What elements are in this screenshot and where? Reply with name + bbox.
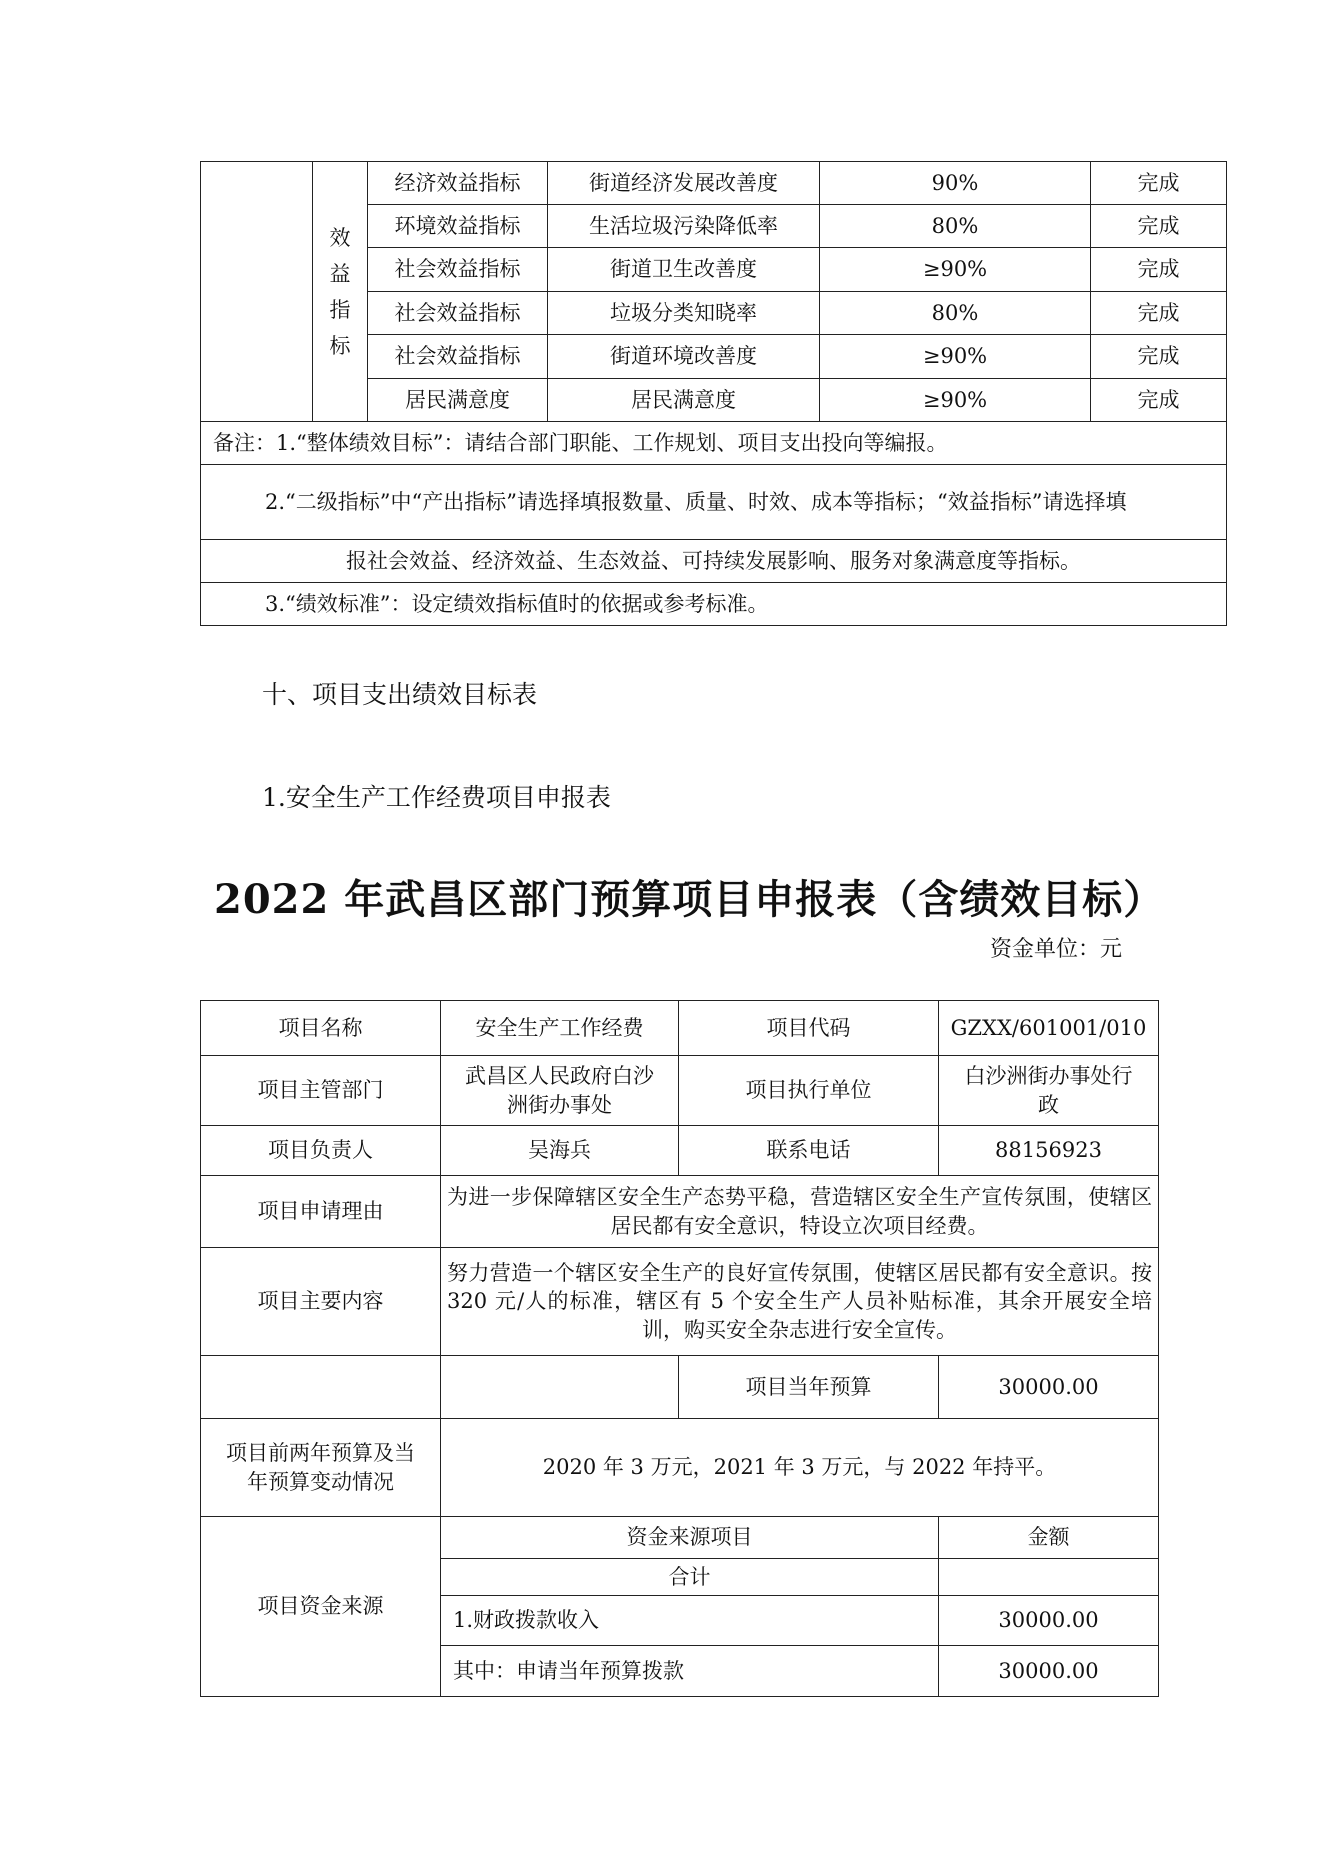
- budget-application-table: [200, 1000, 1159, 1697]
- reason-label: 项目申请理由: [201, 1176, 441, 1248]
- indicator-value: 90%: [820, 162, 1091, 205]
- budget-change-label: 项目前两年预算及当年预算变动情况: [201, 1419, 441, 1517]
- note-4: 3.“绩效标准”：设定绩效指标值时的依据或参考标准。: [201, 583, 1227, 626]
- total-amount: [939, 1559, 1159, 1596]
- project-name: 安全生产工作经费: [441, 1001, 679, 1056]
- table-row: [201, 1419, 1159, 1517]
- table-row: [201, 1001, 1159, 1056]
- blank-cell: [201, 162, 313, 422]
- project-name-label: 项目名称: [201, 1001, 441, 1056]
- form-title: 2022 年武昌区部门预算项目申报表（含绩效目标）: [214, 876, 1165, 923]
- indicator-type: 社会效益指标: [368, 335, 548, 379]
- note-1: 备注：1.“整体绩效目标”：请结合部门职能、工作规划、项目支出投向等编报。: [201, 422, 1227, 465]
- fund-source-amount-header: 金额: [939, 1517, 1159, 1559]
- fund-source-item-header: 资金来源项目: [441, 1517, 939, 1559]
- note-row: [201, 422, 1227, 465]
- finance-income-label: 1.财政拨款收入: [441, 1596, 939, 1646]
- table-row: [201, 1517, 1159, 1559]
- indicator-status: 完成: [1091, 162, 1227, 205]
- indicator-type: 经济效益指标: [368, 162, 548, 205]
- content-label: 项目主要内容: [201, 1248, 441, 1356]
- dept: 武昌区人民政府白沙洲街办事处: [441, 1056, 679, 1126]
- table-row: [201, 1248, 1159, 1356]
- indicator-name: 生活垃圾污染降低率: [548, 205, 820, 248]
- indicator-name: 街道卫生改善度: [548, 248, 820, 292]
- apply-budget-label: 其中：申请当年预算拨款: [441, 1646, 939, 1697]
- finance-income-amount: 30000.00: [939, 1596, 1159, 1646]
- indicator-status: 完成: [1091, 379, 1227, 422]
- budget-amount: 30000.00: [939, 1356, 1159, 1419]
- table-row: [201, 1126, 1159, 1176]
- indicator-type: 社会效益指标: [368, 292, 548, 335]
- phone-label: 联系电话: [679, 1126, 939, 1176]
- blank-cell: [441, 1356, 679, 1419]
- indicator-status: 完成: [1091, 248, 1227, 292]
- leader: 吴海兵: [441, 1126, 679, 1176]
- note-row: [201, 540, 1227, 583]
- indicator-type: 环境效益指标: [368, 205, 548, 248]
- indicator-status: 完成: [1091, 205, 1227, 248]
- currency-unit: 资金单位：元: [990, 937, 1123, 962]
- table-row: [201, 1356, 1159, 1419]
- indicator-type: 社会效益指标: [368, 248, 548, 292]
- indicator-name: 垃圾分类知晓率: [548, 292, 820, 335]
- blank-cell: [201, 1356, 441, 1419]
- content-text: 努力营造一个辖区安全生产的良好宣传氛围，使辖区居民都有安全意识。按 320 元/人的标准，辖区有 5 个安全生产人员补贴标准，其余开展安全培训，购买安全杂志进行安全宣传。: [441, 1248, 1159, 1356]
- indicator-value: ≥90%: [820, 335, 1091, 379]
- reason-text: 为进一步保障辖区安全生产态势平稳，营造辖区安全生产宣传氛围，使辖区居民都有安全意识，特设立次项目经费。: [441, 1176, 1159, 1248]
- indicator-name: 街道经济发展改善度: [548, 162, 820, 205]
- total-label: 合计: [441, 1559, 939, 1596]
- exec-unit: 白沙洲街办事处行政: [939, 1056, 1159, 1126]
- note-2: 2.“二级指标”中“产出指标”请选择填报数量、质量、时效、成本等指标；“效益指标”请选择填: [201, 465, 1227, 540]
- indicator-status: 完成: [1091, 335, 1227, 379]
- section-heading: 十、项目支出绩效目标表: [262, 680, 538, 709]
- apply-budget-amount: 30000.00: [939, 1646, 1159, 1697]
- indicator-name: 街道环境改善度: [548, 335, 820, 379]
- note-row: [201, 583, 1227, 626]
- project-code: GZXX/601001/010: [939, 1001, 1159, 1056]
- note-row: [201, 465, 1227, 540]
- table-row: [201, 1056, 1159, 1126]
- leader-label: 项目负责人: [201, 1126, 441, 1176]
- table-row: [201, 1176, 1159, 1248]
- indicator-name: 居民满意度: [548, 379, 820, 422]
- phone: 88156923: [939, 1126, 1159, 1176]
- budget-change-text: 2020 年 3 万元，2021 年 3 万元，与 2022 年持平。: [441, 1419, 1159, 1517]
- sub-heading: 1.安全生产工作经费项目申报表: [262, 783, 611, 812]
- table-row: [201, 162, 1227, 205]
- indicator-value: 80%: [820, 292, 1091, 335]
- budget-label: 项目当年预算: [679, 1356, 939, 1419]
- exec-unit-label: 项目执行单位: [679, 1056, 939, 1126]
- indicator-type: 居民满意度: [368, 379, 548, 422]
- indicator-value: 80%: [820, 205, 1091, 248]
- note-3: 报社会效益、经济效益、生态效益、可持续发展影响、服务对象满意度等指标。: [201, 540, 1227, 583]
- indicator-value: ≥90%: [820, 379, 1091, 422]
- fund-source-label: 项目资金来源: [201, 1517, 441, 1697]
- dept-label: 项目主管部门: [201, 1056, 441, 1126]
- performance-indicator-table: [200, 161, 1227, 626]
- indicator-status: 完成: [1091, 292, 1227, 335]
- project-code-label: 项目代码: [679, 1001, 939, 1056]
- indicator-value: ≥90%: [820, 248, 1091, 292]
- benefit-indicator-category: 效益指标: [313, 162, 368, 422]
